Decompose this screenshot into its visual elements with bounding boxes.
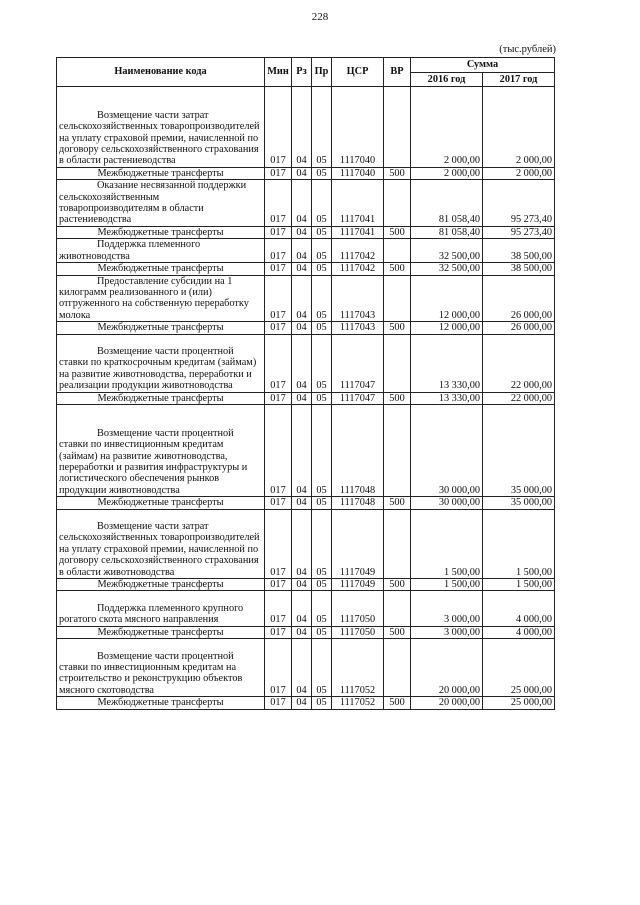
row-min-cell: 017 — [265, 639, 292, 697]
row-2017-cell: 26 000,00 — [483, 275, 555, 322]
row-name-text: Возмещение части процентной ставки по инвестиционным кредитам на строительство и реконструкцию объектов мясного скотоводства — [59, 650, 243, 696]
page-number: 228 — [311, 11, 329, 23]
row-2016-cell: 81 058,40 — [411, 180, 483, 227]
row-csr-cell: 1117050 — [332, 591, 384, 626]
row-csr-cell: 1117041 — [332, 226, 384, 238]
row-min-cell: 017 — [265, 239, 292, 263]
row-2017-cell: 2 000,00 — [483, 87, 555, 168]
row-vr-cell: 500 — [384, 626, 411, 638]
row-pr-cell: 05 — [312, 639, 332, 697]
row-csr-cell: 1117040 — [332, 87, 384, 168]
row-2017-cell: 95 273,40 — [483, 226, 555, 238]
row-2016-cell: 32 500,00 — [411, 239, 483, 263]
table-row-item — [57, 591, 555, 626]
row-vr-cell — [384, 275, 411, 322]
row-pr-cell: 05 — [312, 697, 332, 709]
row-name-cell — [57, 509, 265, 578]
row-csr-cell: 1117050 — [332, 626, 384, 638]
row-rz-cell: 04 — [292, 392, 312, 404]
table-row-item — [57, 275, 555, 322]
row-2017-cell: 95 273,40 — [483, 180, 555, 227]
row-2016-cell: 2 000,00 — [411, 87, 483, 168]
row-pr-cell: 05 — [312, 497, 332, 509]
row-name-text: Предоставление субсидии на 1 килограмм реализованного и (или) отгруженного на собственную переработку молока — [59, 275, 249, 321]
row-min-cell: 017 — [265, 167, 292, 179]
row-pr-cell: 05 — [312, 263, 332, 275]
row-min-cell: 017 — [265, 579, 292, 591]
row-name-cell: Межбюджетные трансферты — [57, 626, 265, 638]
header-min: Мин — [265, 58, 292, 87]
table-row-transfer — [57, 497, 555, 509]
table-row-transfer — [57, 579, 555, 591]
row-vr-cell — [384, 239, 411, 263]
table-row-item — [57, 87, 555, 168]
row-2017-cell: 1 500,00 — [483, 509, 555, 578]
row-name-text: Возмещение части процентной ставки по краткосрочным кредитам (займам) на развитие животноводства, переработки и реализации продукции животноводства — [59, 345, 257, 392]
table-row-item — [57, 404, 555, 496]
table-row-item — [57, 334, 555, 392]
row-rz-cell: 04 — [292, 275, 312, 322]
row-rz-cell: 04 — [292, 591, 312, 626]
row-pr-cell: 05 — [312, 275, 332, 322]
row-pr-cell: 05 — [312, 226, 332, 238]
row-2017-cell: 4 000,00 — [483, 626, 555, 638]
row-2016-cell: 81 058,40 — [411, 226, 483, 238]
row-min-cell: 017 — [265, 392, 292, 404]
row-pr-cell: 05 — [312, 591, 332, 626]
row-name-text: Возмещение части затрат сельскохозяйственных товаропроизводителей на уплату страховой премии, начисленной по договору сельскохозяйственного страхования в области растениеводства — [59, 109, 260, 167]
row-pr-cell: 05 — [312, 322, 332, 334]
row-2016-cell: 20 000,00 — [411, 639, 483, 697]
row-rz-cell: 04 — [292, 626, 312, 638]
row-vr-cell — [384, 509, 411, 578]
table-row-transfer — [57, 167, 555, 179]
row-min-cell: 017 — [265, 87, 292, 168]
row-rz-cell: 04 — [292, 334, 312, 392]
row-min-cell: 017 — [265, 626, 292, 638]
row-vr-cell — [384, 639, 411, 697]
row-min-cell: 017 — [265, 404, 292, 496]
row-pr-cell: 05 — [312, 392, 332, 404]
row-rz-cell: 04 — [292, 579, 312, 591]
table-row-transfer — [57, 392, 555, 404]
row-min-cell: 017 — [265, 322, 292, 334]
row-vr-cell: 500 — [384, 167, 411, 179]
row-min-cell: 017 — [265, 226, 292, 238]
row-vr-cell — [384, 180, 411, 227]
row-csr-cell: 1117043 — [332, 275, 384, 322]
header-csr: ЦСР — [332, 58, 384, 87]
row-name-cell — [57, 334, 265, 392]
table-row-item — [57, 239, 555, 263]
row-2017-cell: 1 500,00 — [483, 579, 555, 591]
row-2016-cell: 1 500,00 — [411, 509, 483, 578]
table-row-transfer — [57, 263, 555, 275]
row-rz-cell: 04 — [292, 226, 312, 238]
row-2016-cell: 32 500,00 — [411, 263, 483, 275]
row-csr-cell: 1117049 — [332, 579, 384, 591]
table-row-transfer — [57, 697, 555, 709]
row-name-text: Оказание несвязанной поддержки сельскохозяйственным товаропроизводителям в области растениеводства — [59, 180, 247, 226]
row-2016-cell: 12 000,00 — [411, 275, 483, 322]
row-rz-cell: 04 — [292, 639, 312, 697]
table-row-transfer — [57, 226, 555, 238]
budget-table — [56, 57, 555, 710]
row-2017-cell: 35 000,00 — [483, 497, 555, 509]
row-2017-cell: 38 500,00 — [483, 239, 555, 263]
row-2016-cell: 30 000,00 — [411, 497, 483, 509]
row-2016-cell: 13 330,00 — [411, 392, 483, 404]
row-2016-cell: 13 330,00 — [411, 334, 483, 392]
table-row-transfer — [57, 626, 555, 638]
row-min-cell: 017 — [265, 275, 292, 322]
row-vr-cell — [384, 334, 411, 392]
header-row — [57, 58, 555, 73]
row-pr-cell: 05 — [312, 334, 332, 392]
row-csr-cell: 1117043 — [332, 322, 384, 334]
row-name-cell — [57, 275, 265, 322]
row-name-cell — [57, 404, 265, 496]
row-name-text: Возмещение части процентной ставки по инвестиционным кредитам (займам) на развитие животноводства, переработки и развития инфраструктуры и логистического обеспечения рынков продукции животноводства — [59, 427, 248, 496]
row-vr-cell: 500 — [384, 226, 411, 238]
row-pr-cell: 05 — [312, 87, 332, 168]
row-2017-cell: 35 000,00 — [483, 404, 555, 496]
row-vr-cell: 500 — [384, 579, 411, 591]
table-row-item — [57, 180, 555, 227]
row-2016-cell: 1 500,00 — [411, 579, 483, 591]
table-row-item — [57, 509, 555, 578]
row-rz-cell: 04 — [292, 167, 312, 179]
row-rz-cell: 04 — [292, 239, 312, 263]
row-name-cell: Межбюджетные трансферты — [57, 167, 265, 179]
row-csr-cell: 1117048 — [332, 497, 384, 509]
row-rz-cell: 04 — [292, 322, 312, 334]
row-name-cell — [57, 180, 265, 227]
header-sum: Сумма — [411, 58, 555, 73]
row-vr-cell: 500 — [384, 392, 411, 404]
row-min-cell: 017 — [265, 509, 292, 578]
row-2016-cell: 12 000,00 — [411, 322, 483, 334]
row-rz-cell: 04 — [292, 497, 312, 509]
row-2016-cell: 3 000,00 — [411, 626, 483, 638]
row-name-cell — [57, 591, 265, 626]
row-rz-cell: 04 — [292, 509, 312, 578]
row-name-cell — [57, 87, 265, 168]
header-2017: 2017 год — [483, 72, 555, 87]
table-row-item — [57, 639, 555, 697]
row-csr-cell: 1117042 — [332, 239, 384, 263]
row-2016-cell: 30 000,00 — [411, 404, 483, 496]
row-vr-cell: 500 — [384, 322, 411, 334]
table-body — [57, 87, 555, 710]
row-rz-cell: 04 — [292, 404, 312, 496]
row-rz-cell: 04 — [292, 697, 312, 709]
header-rz: Рз — [292, 58, 312, 87]
row-vr-cell — [384, 591, 411, 626]
row-vr-cell — [384, 404, 411, 496]
row-min-cell: 017 — [265, 334, 292, 392]
row-2016-cell: 2 000,00 — [411, 167, 483, 179]
header-pr: Пр — [312, 58, 332, 87]
row-pr-cell: 05 — [312, 404, 332, 496]
row-pr-cell: 05 — [312, 167, 332, 179]
row-min-cell: 017 — [265, 497, 292, 509]
row-2017-cell: 25 000,00 — [483, 639, 555, 697]
row-pr-cell: 05 — [312, 180, 332, 227]
row-name-cell: Межбюджетные трансферты — [57, 392, 265, 404]
row-name-cell: Межбюджетные трансферты — [57, 579, 265, 591]
row-name-cell: Межбюджетные трансферты — [57, 263, 265, 275]
row-vr-cell: 500 — [384, 263, 411, 275]
header-vr: ВР — [384, 58, 411, 87]
header-2016: 2016 год — [411, 72, 483, 87]
row-min-cell: 017 — [265, 180, 292, 227]
row-2017-cell: 4 000,00 — [483, 591, 555, 626]
row-vr-cell: 500 — [384, 497, 411, 509]
row-csr-cell: 1117047 — [332, 392, 384, 404]
header-name: Наименование кода — [57, 58, 265, 87]
row-csr-cell: 1117052 — [332, 639, 384, 697]
row-rz-cell: 04 — [292, 180, 312, 227]
row-2016-cell: 20 000,00 — [411, 697, 483, 709]
row-csr-cell: 1117052 — [332, 697, 384, 709]
row-min-cell: 017 — [265, 591, 292, 626]
row-2017-cell: 38 500,00 — [483, 263, 555, 275]
row-csr-cell: 1117041 — [332, 180, 384, 227]
row-csr-cell: 1117048 — [332, 404, 384, 496]
row-name-cell: Межбюджетные трансферты — [57, 697, 265, 709]
units-label: (тыс.рублей) — [499, 44, 556, 55]
row-2017-cell: 26 000,00 — [483, 322, 555, 334]
row-name-cell: Межбюджетные трансферты — [57, 226, 265, 238]
row-name-cell: Межбюджетные трансферты — [57, 497, 265, 509]
row-pr-cell: 05 — [312, 626, 332, 638]
row-rz-cell: 04 — [292, 263, 312, 275]
row-2017-cell: 25 000,00 — [483, 697, 555, 709]
row-name-text: Возмещение части затрат сельскохозяйственных товаропроизводителей на уплату страховой премии, начисленной по договору сельскохозяйственного страхования в области животноводства — [59, 521, 260, 578]
row-name-cell — [57, 639, 265, 697]
row-csr-cell: 1117040 — [332, 167, 384, 179]
row-2016-cell: 3 000,00 — [411, 591, 483, 626]
row-pr-cell: 05 — [312, 239, 332, 263]
row-name-cell: Межбюджетные трансферты — [57, 322, 265, 334]
row-2017-cell: 22 000,00 — [483, 392, 555, 404]
row-csr-cell: 1117042 — [332, 263, 384, 275]
row-name-cell — [57, 239, 265, 263]
row-min-cell: 017 — [265, 263, 292, 275]
table-row-transfer — [57, 322, 555, 334]
row-vr-cell: 500 — [384, 697, 411, 709]
row-name-text: Поддержка племенного животноводства — [59, 239, 201, 262]
row-csr-cell: 1117047 — [332, 334, 384, 392]
row-rz-cell: 04 — [292, 87, 312, 168]
row-csr-cell: 1117049 — [332, 509, 384, 578]
row-pr-cell: 05 — [312, 509, 332, 578]
row-2017-cell: 2 000,00 — [483, 167, 555, 179]
row-2017-cell: 22 000,00 — [483, 334, 555, 392]
row-vr-cell — [384, 87, 411, 168]
row-pr-cell: 05 — [312, 579, 332, 591]
row-name-text: Поддержка племенного крупного рогатого скота мясного направления — [59, 602, 244, 626]
row-min-cell: 017 — [265, 697, 292, 709]
